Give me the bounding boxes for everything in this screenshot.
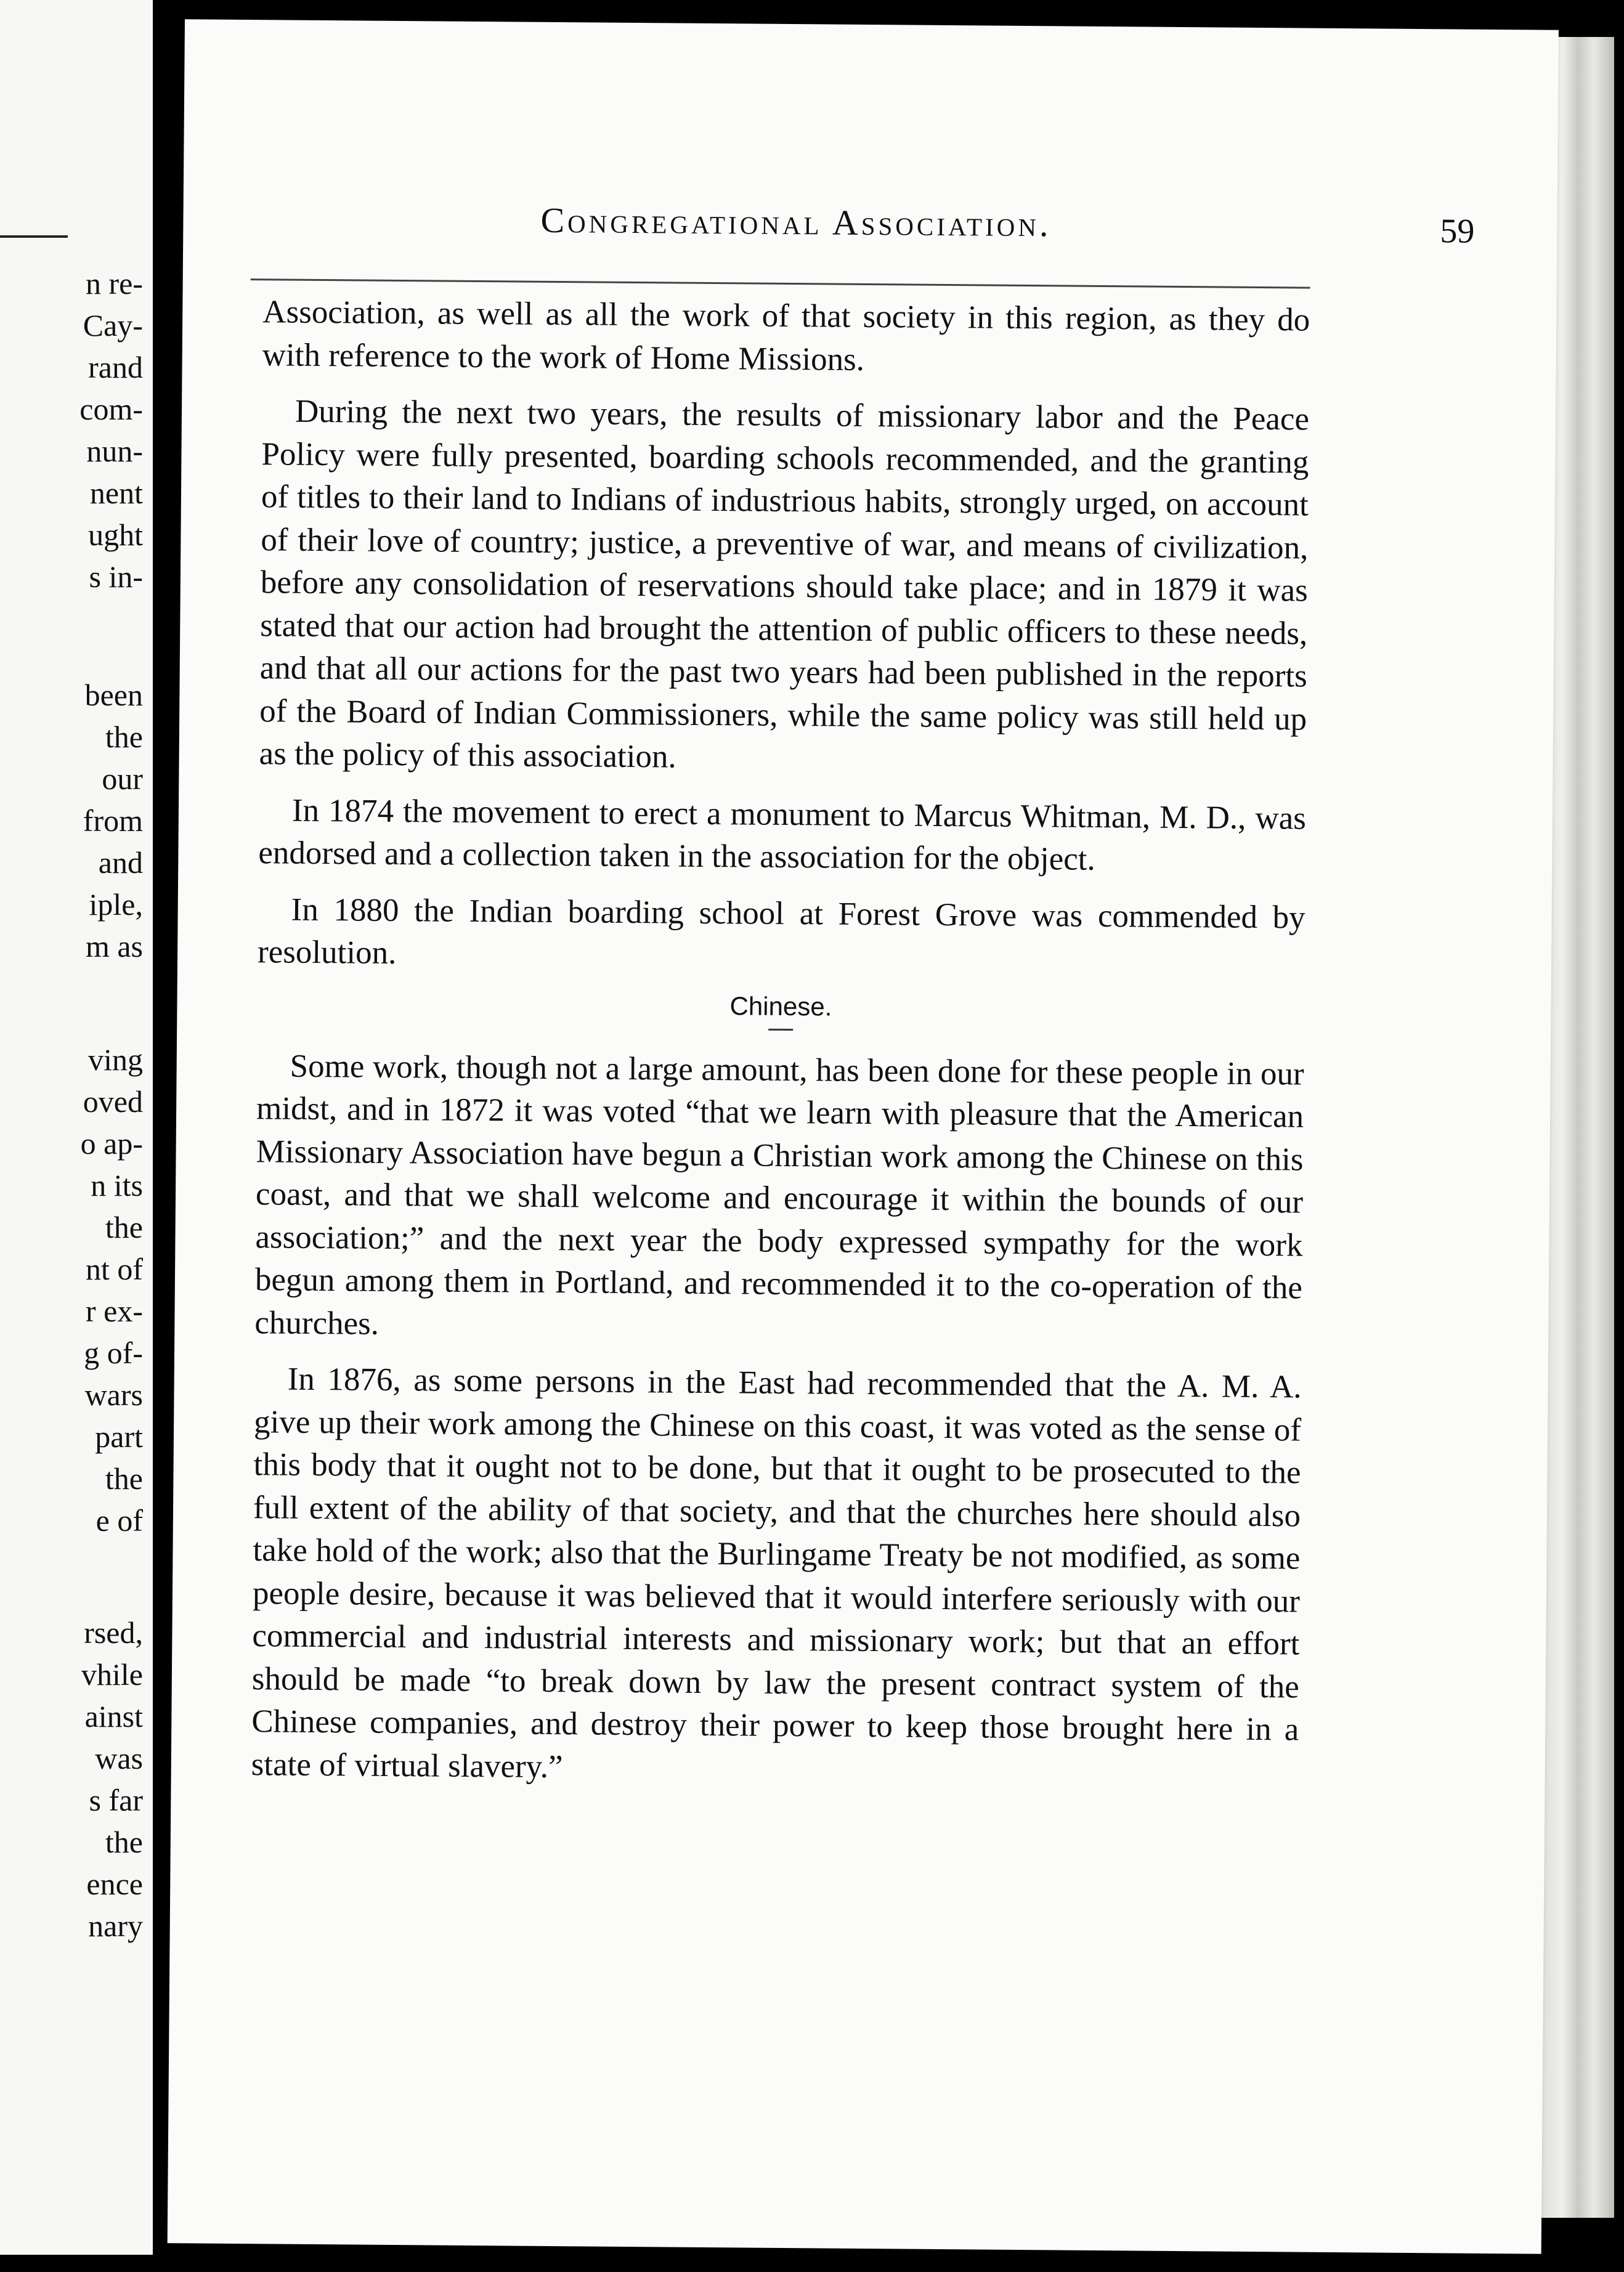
- header-rule: [251, 278, 1310, 289]
- left-line-fragment: nt of: [85, 1252, 143, 1286]
- left-line-fragment: was: [95, 1741, 143, 1775]
- left-line-fragment: the: [105, 720, 143, 754]
- left-line-fragment: s in-: [89, 559, 143, 594]
- section-heading: Chinese.: [729, 991, 832, 1021]
- left-line-fragment: oved: [83, 1084, 143, 1119]
- page-body: [251, 291, 1310, 1794]
- book-page: [168, 19, 1559, 2254]
- left-line-fragment: ence: [86, 1867, 143, 1901]
- paragraph: Some work, though not a large amount, has been done for these people in our midst, and in 1872 it was voted “that we learn with pleasure that the American Missionary Association have begun a Christian work among the Chinese on this coast, and that we shall welcome and encourage it within the bounds of our association;” and the next year the body expressed sympathy for the work begun among them in Portland, and recommended it to the co-operation of the churches.: [254, 1048, 1304, 1342]
- left-line-fragment: from: [83, 803, 143, 838]
- section-rule: [768, 1028, 793, 1030]
- left-line-fragment: the: [105, 1461, 143, 1496]
- paragraph: During the next two years, the results of missionary labor and the Peace Policy were fully presented, boarding schools recommended, and the granting of titles to their land to Indians of industrious habits, strongly urged, on account of their love of country; justice, a preventive of war, and means of civilization, before any consolidation of reservations should take place; and in 1879 it was stated that our action had brought the attention of public officers to these needs, and that all our actions for the past two years had been published in the reports of the Board of Indian Commissioners, while the same policy was still held up as the policy of this association.: [259, 393, 1310, 775]
- left-line-fragment: n re-: [86, 266, 143, 301]
- left-line-fragment: Cay-: [83, 308, 143, 343]
- left-line-fragment: iple,: [89, 887, 143, 922]
- left-line-fragment: been: [84, 678, 143, 712]
- left-line-fragment: e of: [95, 1503, 143, 1538]
- left-facing-page: [0, 0, 153, 2255]
- paragraph: In 1876, as some persons in the East had recommended that the A. M. A. give up their work among the Chinese on this coast, it was voted as the sense of this body that it ought not to be done, but that it ought to be prosecuted to the full extent of the ability of that society, and that the churches here should also take hold of the work; also that the Burlingame Treaty be not modified, as some people desire, because it was believed that it would interfere seriously with our commercial and industrial interests and missionary work; but that an effort should be made “to break down by law the present contract system of the Chinese companies, and destroy their power to keep those brought here in a state of virtual slavery.”: [251, 1361, 1302, 1785]
- left-line-fragment: wars: [84, 1377, 143, 1412]
- left-line-fragment: nary: [88, 1909, 143, 1943]
- left-line-fragment: vhile: [81, 1657, 143, 1692]
- paragraph: Association, as well as all the work of that society in this region, as they do with reference to the work of Home Missions.: [262, 294, 1310, 378]
- left-line-fragment: ught: [88, 517, 143, 552]
- paragraph: In 1874 the movement to erect a monument to Marcus Whitman, M. D., was endorsed and a collection taken in the association for the object.: [258, 792, 1307, 877]
- left-line-fragment: part: [95, 1419, 143, 1454]
- left-line-fragment: nun-: [86, 434, 143, 468]
- left-line-fragment: n its: [91, 1168, 143, 1203]
- left-line-fragment: r ex-: [86, 1294, 143, 1328]
- left-line-fragment: g of-: [84, 1336, 143, 1370]
- left-line-fragment: the: [105, 1825, 143, 1859]
- left-line-fragment: rand: [88, 350, 143, 384]
- left-line-fragment: s far: [89, 1783, 143, 1817]
- left-line-fragment: our: [102, 761, 143, 796]
- running-header: Congregational Association.: [540, 200, 1052, 245]
- left-line-fragment: ving: [88, 1042, 143, 1077]
- left-line-fragment: ainst: [84, 1699, 143, 1734]
- left-line-fragment: and: [98, 845, 143, 880]
- page-number: 59: [1440, 212, 1475, 251]
- left-line-fragment: m as: [85, 929, 143, 964]
- left-line-fragment: the: [105, 1210, 143, 1244]
- left-line-fragment: o ap-: [80, 1126, 143, 1161]
- left-line-fragment: com-: [79, 392, 143, 426]
- left-page-rule: [0, 235, 68, 238]
- left-line-fragment: nent: [89, 476, 143, 510]
- left-line-fragment: rsed,: [84, 1615, 143, 1650]
- paragraph: In 1880 the Indian boarding school at Forest Grove was commended by resolution.: [257, 891, 1305, 971]
